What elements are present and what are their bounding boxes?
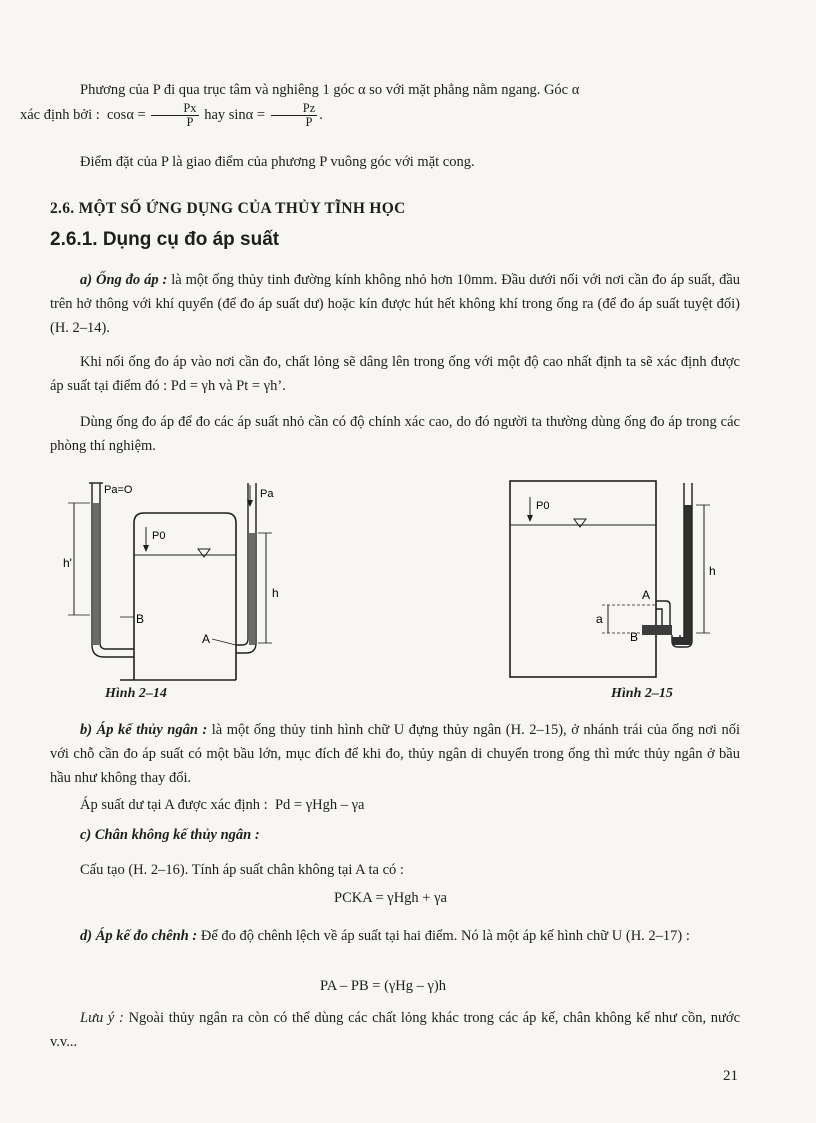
fig14-label-b: B bbox=[136, 612, 145, 626]
formula-hay: hay sinα = bbox=[204, 106, 266, 123]
fig15-u-inner bbox=[680, 483, 684, 639]
fraction-sin bbox=[271, 102, 318, 129]
fig15-bulb bbox=[642, 625, 672, 635]
fig15-tube-top bbox=[656, 601, 670, 625]
fraction-cos bbox=[151, 102, 198, 129]
paragraph-point: Điểm đặt của P là giao điểm của phương P vuông góc với mặt cong. bbox=[80, 154, 475, 170]
paragraph-d-text: Để đo độ chênh lệch về áp suất tại hai điểm. Nó là một áp kế hình chữ U (H. 2–17) : bbox=[200, 928, 690, 944]
fig15-tube-bottom bbox=[656, 609, 662, 625]
paragraph-direction: Phương của P đi qua trục tâm và nghiêng 1 góc α so với mặt phẳng nằm ngang. Góc α xác định bởi : cosα = $\frac{Px}{P}$ hay sinα = $\frac{Pz}{P}$ . bbox=[20, 82, 580, 129]
fraction-cos-num: Px bbox=[151, 102, 198, 116]
paragraph-b2 bbox=[50, 793, 740, 817]
fig14-label-a: A bbox=[202, 632, 211, 646]
fig14-label-h: h bbox=[272, 586, 279, 600]
figure-2-15 bbox=[490, 475, 720, 685]
fig15-caption: Hình 2–15 bbox=[611, 686, 673, 701]
page-number: 21 bbox=[723, 1068, 738, 1084]
paragraph-a-text: là một ống thủy tinh đường kính không nhỏ hơn 10mm. Đầu dưới nối với nơi cần đo áp suất, đầu trên hở thông với khí quyển (để đo áp suất dư) hoặc kín được hút hết không khí trong ống ra (để đo áp suất tuyệt đối) (H. 2–14). bbox=[50, 272, 741, 336]
fig14-p0-arrowhead bbox=[143, 545, 149, 552]
paragraph-c: Cấu tạo (H. 2–16). Tính áp suất chân không tại A ta có : bbox=[80, 862, 404, 878]
fraction-cos-den: P bbox=[186, 115, 194, 129]
fig14-label-pa0: Pa=O bbox=[104, 484, 133, 496]
paragraph-c-heading bbox=[50, 823, 740, 847]
fig14-label-h1: h' bbox=[63, 556, 72, 570]
fig15-tank bbox=[510, 481, 656, 677]
fig15-p0-arrowhead bbox=[527, 515, 533, 522]
label-note: Lưu ý : bbox=[80, 1010, 124, 1026]
subsection-title: 2.6.1. Dụng cụ đo áp suất bbox=[50, 229, 280, 250]
fig14-label-pa: Pa bbox=[260, 488, 274, 500]
paragraph-direction-text: Phương của P đi qua trục tâm và nghiêng 1 góc α so với mặt phẳng nằm ngang. Góc α bbox=[80, 82, 580, 98]
fig15-surface-mark bbox=[574, 519, 586, 527]
fig15-label-b: B bbox=[630, 630, 639, 644]
formula-b: Pd = γHgh – γa bbox=[274, 797, 365, 813]
formula-d: PA – PB = (γHg – γ)h bbox=[320, 978, 447, 994]
fig14-tank bbox=[134, 513, 236, 657]
paragraph-note-text: Ngoài thủy ngân ra còn có thể dùng các chất lỏng khác trong các áp kế, chân không kế như cồn, nước v.v... bbox=[50, 1010, 741, 1050]
paragraph-a bbox=[50, 268, 740, 340]
fig15-label-a: A bbox=[642, 588, 651, 602]
paragraph-d bbox=[50, 924, 740, 948]
paragraph-a3: Dùng ống đo áp để đo các áp suất nhỏ cần có độ chính xác cao, do đó người ta thường dùng ống đo áp trong các phòng thí nghiệm. bbox=[50, 414, 740, 454]
paragraph-note bbox=[50, 1006, 740, 1054]
fig15-fluid-bottom bbox=[672, 637, 692, 645]
fig14-left-tube-inner bbox=[100, 483, 134, 649]
fig15-fluid bbox=[685, 505, 692, 643]
fig14-right-fluid bbox=[249, 533, 255, 645]
fig14-left-fluid bbox=[93, 503, 99, 645]
paragraph-direction-text2: xác định bởi : bbox=[20, 106, 100, 123]
paragraph-b-text: là một ống thủy tinh hình chữ U đựng thủy ngân (H. 2–15), ở nhánh trái của ống nơi nối với chỗ cần đo áp suất có một bầu lớn, mục đích để khi đo, thủy ngân di chuyển trong ống thì mức thủy ngân ở bầu hầu như không thay đổi. bbox=[50, 722, 740, 786]
paragraph-a2: Khi nối ống đo áp vào nơi cần đo, chất lỏng sẽ dâng lên trong ống với một độ cao nhất định ta sẽ xác định được áp suất tại điểm đó : Pd = γh và Pt = γh’. bbox=[50, 354, 740, 394]
section-title: 2.6. MỘT SỐ ỨNG DỤNG CỦA THỦY TĨNH HỌC bbox=[50, 200, 406, 217]
fig14-a-leader bbox=[212, 639, 236, 645]
fig15-label-p0: P0 bbox=[536, 500, 550, 512]
paragraph-b2-text: Áp suất dư tại A được xác định : bbox=[80, 797, 268, 813]
label-a: a) Ống đo áp : bbox=[80, 272, 168, 288]
fig14-label-p0: P0 bbox=[152, 530, 166, 542]
label-d: d) Áp kế đo chênh : bbox=[80, 928, 198, 944]
fig14-caption: Hình 2–14 bbox=[105, 686, 167, 701]
fig14-right-tube-inner bbox=[236, 483, 248, 645]
fraction-sin-den: P bbox=[305, 115, 313, 129]
fig14-surface-mark bbox=[198, 549, 210, 557]
fig15-label-a-height: a bbox=[596, 612, 603, 626]
figure-2-14 bbox=[60, 475, 290, 685]
fig15-label-h: h bbox=[709, 564, 716, 578]
paragraph-b bbox=[50, 718, 740, 790]
formula-cos-lhs: cosα = bbox=[107, 106, 146, 123]
label-c: c) Chân không kế thủy ngân : bbox=[80, 827, 260, 843]
label-b: b) Áp kế thủy ngân : bbox=[80, 722, 208, 738]
fraction-sin-num: Pz bbox=[271, 102, 318, 116]
formula-c: PCKA = γHgh + γa bbox=[334, 890, 447, 906]
